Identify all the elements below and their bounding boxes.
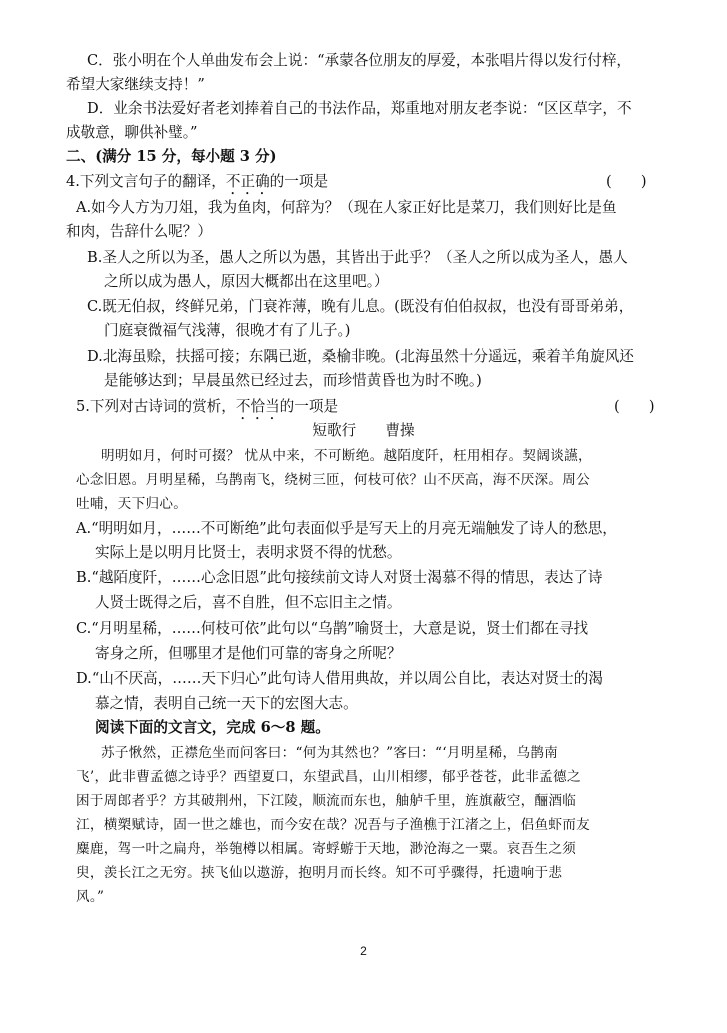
- q5-option-d-line1: D.“山不厌高，……天下归心”此句诗人借用典故，并以周公自比，表达对贤士的渴: [76, 670, 603, 687]
- q5-stem-emphasis: 不恰当: [235, 398, 280, 415]
- q5-stem: [76, 397, 338, 423]
- q4-option-d-line2: 是能够达到；早晨虽然已经过去，而珍惜黄昏也为时不晚。): [104, 372, 482, 389]
- q3-option-d-line1: D．业余书法爱好者老刘捧着自己的书法作品，郑重地对朋友老李说：“区区草字，不: [87, 100, 632, 117]
- q4-option-d-line1: D.北海虽赊，扶摇可接；东隅已逝，桑榆非晚。(北海虽然十分遥远，乘着羊角旋风还: [87, 348, 634, 365]
- reading-heading: 阅读下面的文言文，完成 6～8 题。: [95, 719, 330, 736]
- q4-option-b-line2: 之所以成为愚人，原因大概都出在这里吧。）: [104, 273, 389, 290]
- poem-line-2: 心念旧恩。月明星稀，乌鹊南飞，绕树三匝，何枝可依？山不厌高，海不厌深。周公: [76, 472, 591, 488]
- q4-option-c-line1: C.既无伯叔，终鲜兄弟，门衰祚薄，晚有儿息。(既没有伯伯叔叔，也没有哥哥弟弟，: [87, 298, 634, 315]
- q5-stem-prefix: 5.下列对古诗词的赏析，: [76, 398, 236, 415]
- passage-line-1: 苏子愀然，正襟危坐而问客曰：“何为其然也？”客曰：“‘月明星稀，乌鹊南: [101, 745, 559, 761]
- passage-line-3: 困于周郎者乎？方其破荆州，下江陵，顺流而东也，舳舻千里，旌旗蔽空，酾酒临: [76, 793, 577, 809]
- q4-option-b-line1: B.圣人之所以为圣，愚人之所以为愚，其皆出于此乎？（圣人之所以成为圣人，愚人: [87, 249, 628, 266]
- poem-line-3: 吐哺，天下归心。: [76, 496, 188, 512]
- q4-option-a-line2: 和肉，告辞什么呢？）: [66, 223, 212, 240]
- q5-option-b-line2: 人贤士既得之后，喜不自胜，但不忘旧主之情。: [95, 594, 402, 611]
- poem-title: 短歌行 曹操: [312, 422, 415, 439]
- q4-option-c-line2: 门庭衰微福气浅薄，很晚才有了儿子。): [104, 322, 351, 339]
- q3-option-c-line2: 希望大家继续支持！”: [66, 76, 205, 93]
- section-2-heading: 二、(满分 15 分，每小题 3 分): [66, 148, 277, 165]
- passage-line-7: 风。”: [76, 889, 105, 905]
- q3-option-c-line1: C．张小明在个人单曲发布会上说：“承蒙各位朋友的厚爱，本张唱片得以发行付梓，: [87, 52, 632, 69]
- passage-line-5: 麋鹿，驾一叶之扁舟，举匏樽以相属。寄蜉蝣于天地，渺沧海之一粟。哀吾生之须: [76, 841, 577, 857]
- q5-option-c-line1: C.“月明星稀，……何枝可依”此句以“乌鹊”喻贤士，大意是说，贤士们都在寻找: [76, 620, 589, 637]
- page-number: 2: [360, 944, 367, 958]
- q4-stem: [66, 172, 328, 198]
- q5-stem-suffix: 的一项是: [279, 398, 339, 415]
- q3-option-d-line2: 成敬意，聊供补璧。”: [66, 124, 198, 141]
- q5-answer-bracket: ( ): [614, 398, 655, 415]
- q4-answer-bracket: ( ): [606, 173, 647, 190]
- q4-stem-suffix: 的一项是: [269, 173, 329, 190]
- q4-option-a-line1: A.如今人方为刀俎，我为鱼肉，何辞为？（现在人家正好比是菜刀，我们则好比是鱼: [76, 199, 617, 216]
- q5-option-a-line2: 实际上是以明月比贤士，表明求贤不得的忧愁。: [95, 544, 402, 561]
- passage-line-6: 臾，羡长江之无穷。挟飞仙以遨游，抱明月而长终。知不可乎骤得，托遗响于悲: [76, 865, 563, 881]
- q5-option-d-line2: 慕之情，表明自己统一天下的宏图大志。: [95, 695, 358, 712]
- passage-line-2: 飞’，此非曹孟德之诗乎？西望夏口，东望武昌，山川相缪，郁乎苍苍，此非孟德之: [76, 769, 581, 785]
- q4-stem-prefix: 4.下列文言句子的翻译，: [66, 173, 226, 190]
- q5-option-a-line1: A.“明明如月，……不可断绝”此句表面似乎是写天上的月亮无端触发了诗人的愁思，: [76, 520, 617, 537]
- passage-line-4: 江，横槊赋诗，固一世之雄也，而今安在哉？况吾与子渔樵于江渚之上，侣鱼虾而友: [76, 817, 591, 833]
- q5-option-b-line1: B.“越陌度阡，……心念旧恩”此句接续前文诗人对贤士渴慕不得的情思，表达了诗: [76, 569, 603, 586]
- poem-line-1: 明明如月，何时可掇？ 忧从中来，不可断绝。越陌度阡，枉用相存。契阔谈讌，: [101, 448, 592, 464]
- q5-option-c-line2: 寄身之所，但哪里才是他们可靠的寄身之所呢？: [95, 645, 402, 662]
- q4-stem-emphasis: 不正确: [225, 173, 270, 190]
